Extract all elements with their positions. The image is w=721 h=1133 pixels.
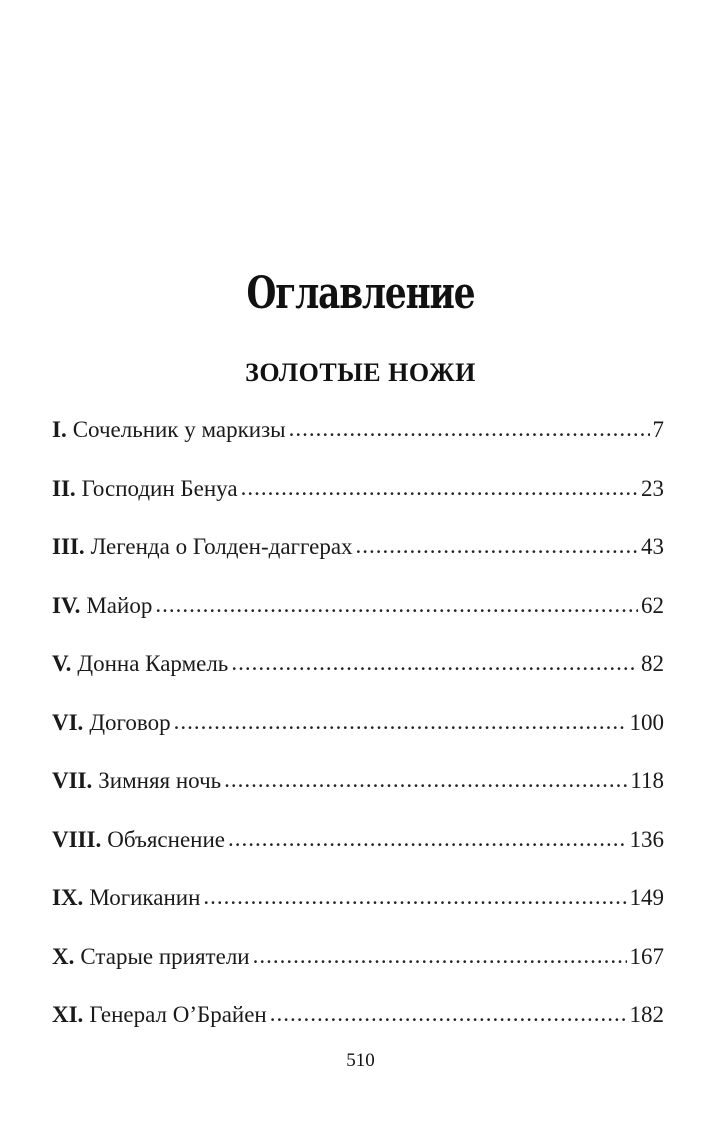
- chapter-page: 182: [629, 1002, 664, 1027]
- dot-leader: [203, 877, 626, 917]
- page-number: 510: [346, 1050, 375, 1071]
- chapter-number: III.: [52, 534, 85, 559]
- toc-entry: [52, 937, 664, 996]
- dot-leader: [253, 936, 627, 976]
- chapter-number: VI.: [52, 709, 84, 735]
- chapter-number: I.: [52, 417, 67, 442]
- chapter-number: IX.: [52, 885, 84, 910]
- toc-entry: [52, 644, 664, 703]
- chapter-title: Старые приятели: [80, 943, 250, 969]
- table-of-contents: [52, 410, 664, 1054]
- dot-leader: [231, 643, 638, 683]
- chapter-page: 136: [629, 826, 664, 852]
- dot-leader: [289, 409, 650, 449]
- chapter-page: 23: [641, 475, 664, 501]
- dot-leader: [155, 585, 638, 625]
- chapter-title: Договор: [89, 709, 171, 735]
- toc-entry: [52, 586, 664, 645]
- toc-entry: [52, 469, 664, 528]
- chapter-title: Могиканин: [89, 885, 201, 910]
- chapter-number: VII.: [52, 768, 93, 793]
- chapter-page: 149: [629, 885, 664, 910]
- chapter-page: 82: [641, 651, 664, 676]
- chapter-page: 118: [630, 768, 664, 793]
- toc-entry: [52, 703, 664, 762]
- chapter-number: II.: [52, 475, 76, 501]
- chapter-number: VIII.: [52, 826, 102, 852]
- chapter-title: Донна Кармель: [77, 651, 229, 676]
- toc-entry: [52, 878, 664, 937]
- chapter-number: XI.: [52, 1002, 84, 1027]
- chapter-title: Объяснение: [107, 826, 225, 852]
- chapter-page: 43: [641, 534, 664, 559]
- toc-entry: [52, 410, 664, 469]
- chapter-title: Сочельник у маркизы: [72, 417, 286, 442]
- chapter-title: Зимняя ночь: [98, 768, 222, 793]
- toc-entry: [52, 761, 664, 820]
- toc-entry: [52, 527, 664, 586]
- chapter-page: 7: [652, 417, 664, 442]
- dot-leader: [228, 819, 627, 859]
- dot-leader: [174, 702, 627, 742]
- toc-entry: [52, 820, 664, 879]
- chapter-number: V.: [52, 651, 72, 676]
- dot-leader: [270, 994, 627, 1034]
- chapter-title: Господин Бенуа: [81, 475, 238, 501]
- dot-leader: [241, 468, 638, 508]
- chapter-number: X.: [52, 943, 75, 969]
- dot-leader: [224, 760, 627, 800]
- chapter-title: Генерал О’Брайен: [89, 1002, 267, 1027]
- chapter-page: 167: [629, 943, 664, 969]
- chapter-title: Майор: [86, 592, 153, 618]
- page-title: Оглавление: [246, 268, 475, 319]
- chapter-title: Легенда о Голден-даггерах: [90, 534, 353, 559]
- toc-entry: [52, 995, 664, 1054]
- section-heading: ЗОЛОТЫЕ НОЖИ: [245, 358, 476, 387]
- chapter-page: 100: [629, 709, 664, 735]
- dot-leader: [356, 526, 638, 566]
- chapter-number: IV.: [52, 592, 81, 618]
- chapter-page: 62: [641, 592, 664, 618]
